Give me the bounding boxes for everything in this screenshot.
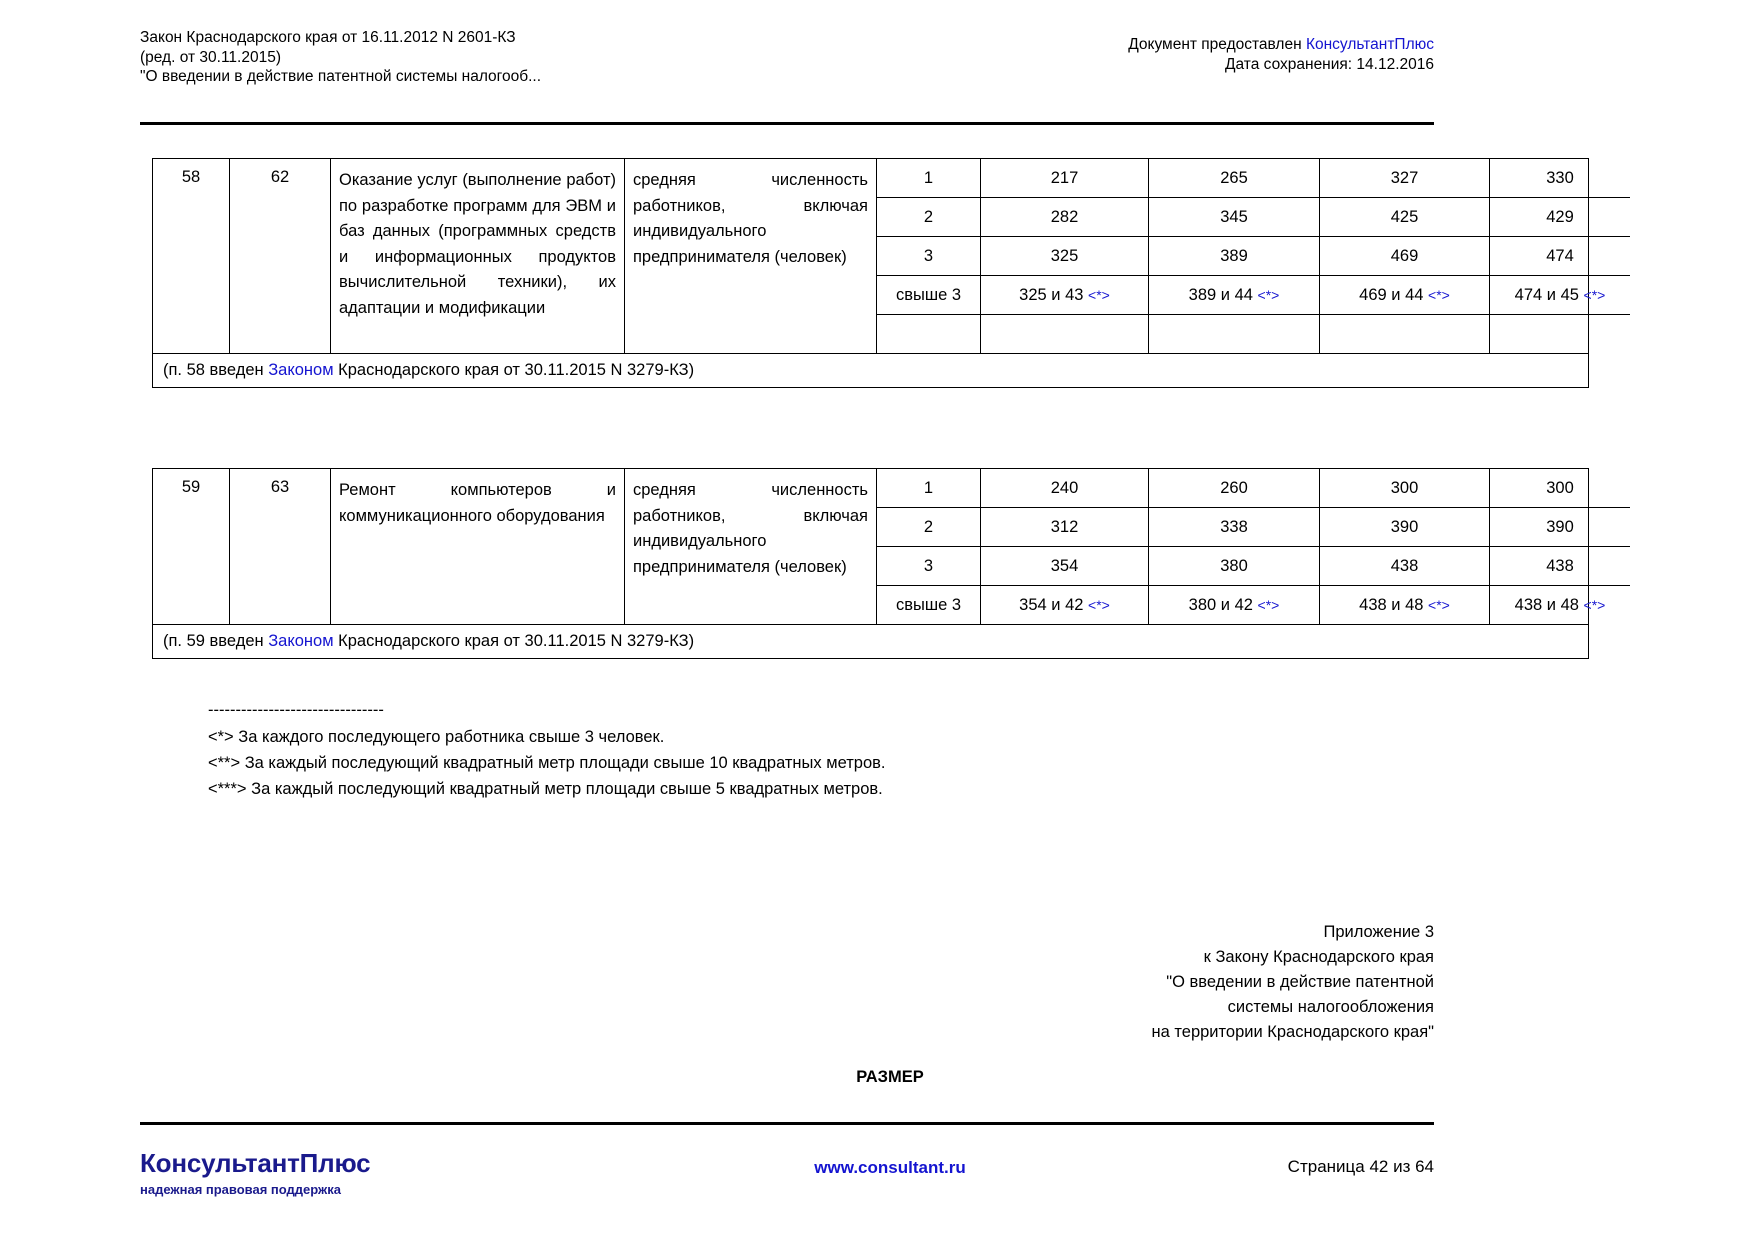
footer-page-number: Страница 42 из 64 <box>1287 1157 1434 1176</box>
appendix-line-3: "О введении в действие патентной <box>1166 973 1434 991</box>
value-text: 438 и 48 <box>1359 595 1424 614</box>
cell-unit-description: средняя численность работников, включая индивидуального предпринимателя (человек) <box>625 469 877 625</box>
header-provider-line <box>1128 35 1434 55</box>
value-col-3: 438 <box>1320 547 1490 586</box>
footnote-marker[interactable]: <*> <box>1257 596 1280 613</box>
value-col-3: 469 <box>1320 237 1490 276</box>
spacer-cell <box>877 315 981 354</box>
footnote-divider: -------------------------------- <box>208 701 384 719</box>
value-col-4: 429 <box>1490 198 1631 237</box>
cell-activity-description: Оказание услуг (выполнение работ) по разработке программ для ЭВМ и баз данных (программных средств и информационных продуктов вычислительной техники), их адаптации и модификации <box>331 159 625 354</box>
spacer-cell <box>1490 315 1631 354</box>
footnote-item: <**> За каждый последующий квадратный метр площади свыше 10 квадратных метров. <box>208 754 886 772</box>
values-row <box>877 237 1630 276</box>
cell-index-a: 58 <box>153 159 230 354</box>
value-text: 380 и 42 <box>1188 595 1253 614</box>
consultant-plus-link[interactable]: КонсультантПлюс <box>1305 36 1434 53</box>
section-title: РАЗМЕР <box>856 1068 924 1086</box>
footnote-item: <***> За каждый последующий квадратный метр площади свыше 5 квадратных метров. <box>208 780 883 798</box>
header-doc-revision: (ред. от 30.11.2015) <box>140 48 281 66</box>
value-text: 438 и 48 <box>1514 595 1579 614</box>
value-col-3: 327 <box>1320 159 1490 198</box>
values-table-59 <box>877 469 1630 624</box>
footnote-marker[interactable]: <*> <box>1257 286 1280 303</box>
table-block-58 <box>152 158 1606 388</box>
cell-values-grid <box>877 159 1606 354</box>
value-col-3: 425 <box>1320 198 1490 237</box>
cell-activity-description: Ремонт компьютеров и коммуникационного оборудования <box>331 469 625 625</box>
value-col-4: 330 <box>1490 159 1631 198</box>
value-col-4 <box>1490 586 1631 625</box>
note-prefix: (п. 59 введен <box>163 632 269 650</box>
value-col-2 <box>1149 276 1320 315</box>
value-col-1: 282 <box>981 198 1149 237</box>
value-col-1: 240 <box>981 469 1149 508</box>
value-col-1: 312 <box>981 508 1149 547</box>
value-label: 2 <box>877 508 981 547</box>
values-row <box>877 159 1630 198</box>
amendment-note <box>153 354 1589 388</box>
value-text: 389 и 44 <box>1188 285 1253 304</box>
note-prefix: (п. 58 введен <box>163 361 269 379</box>
footnote-marker[interactable]: <*> <box>1583 596 1606 613</box>
value-col-4: 474 <box>1490 237 1631 276</box>
cell-index-a: 59 <box>153 469 230 625</box>
cell-index-b: 63 <box>230 469 331 625</box>
value-col-3: 300 <box>1320 469 1490 508</box>
appendix-block <box>1152 920 1434 1045</box>
value-col-2: 338 <box>1149 508 1320 547</box>
value-label: 2 <box>877 198 981 237</box>
footnote-marker[interactable]: <*> <box>1088 286 1110 303</box>
value-col-1: 217 <box>981 159 1149 198</box>
value-label: свыше 3 <box>877 276 981 315</box>
table-block-59 <box>152 468 1606 659</box>
value-text: 469 и 44 <box>1359 285 1424 304</box>
value-col-1: 325 <box>981 237 1149 276</box>
spacer-cell <box>981 315 1149 354</box>
value-col-4: 438 <box>1490 547 1631 586</box>
footnote-item: <*> За каждого последующего работника свыше 3 человек. <box>208 728 665 746</box>
footnote-marker[interactable]: <*> <box>1583 286 1606 303</box>
footer-url-link[interactable]: www.consultant.ru <box>814 1158 966 1177</box>
footnote-marker[interactable]: <*> <box>1428 286 1450 303</box>
table-note-row <box>153 625 1589 659</box>
amendment-note <box>153 625 1589 659</box>
table-row <box>153 469 1589 625</box>
values-table-58 <box>877 159 1630 353</box>
appendix-line-5: на территории Краснодарского края" <box>1151 1023 1434 1041</box>
spacer-cell <box>1320 315 1490 354</box>
header-left <box>140 28 541 87</box>
header-provider-prefix: Документ предоставлен <box>1128 36 1306 53</box>
law-link[interactable]: Законом <box>268 632 334 650</box>
values-spacer-row <box>877 315 1630 354</box>
value-text: 354 и 42 <box>1019 595 1084 614</box>
value-label: свыше 3 <box>877 586 981 625</box>
spacer-cell <box>1149 315 1320 354</box>
values-row <box>877 508 1630 547</box>
note-suffix: Краснодарского края от 30.11.2015 N 3279-КЗ) <box>333 632 695 650</box>
value-col-4 <box>1490 276 1631 315</box>
header-doc-subtitle: "О введении в действие патентной системы налогооб... <box>140 68 542 85</box>
patent-table-58 <box>152 158 1606 388</box>
value-label: 1 <box>877 159 981 198</box>
value-col-3 <box>1320 586 1490 625</box>
cell-values-grid <box>877 469 1606 625</box>
value-col-2: 260 <box>1149 469 1320 508</box>
note-suffix: Краснодарского края от 30.11.2015 N 3279-КЗ) <box>333 361 695 379</box>
table-note-row <box>153 354 1589 388</box>
value-text: 325 и 43 <box>1019 285 1084 304</box>
value-col-3 <box>1320 276 1490 315</box>
footer-divider-rule <box>140 1122 1434 1125</box>
footer-logo-tagline: надежная правовая поддержка <box>140 1182 341 1197</box>
footnotes-section <box>208 700 885 802</box>
cell-index-b: 62 <box>230 159 331 354</box>
patent-table-59 <box>152 468 1606 659</box>
value-col-2: 389 <box>1149 237 1320 276</box>
value-col-1: 354 <box>981 547 1149 586</box>
header-doc-title: Закон Краснодарского края от 16.11.2012 N 2601-КЗ <box>140 29 516 46</box>
value-col-2 <box>1149 586 1320 625</box>
value-text: 474 и 45 <box>1514 285 1579 304</box>
value-label: 3 <box>877 237 981 276</box>
header-save-date: Дата сохранения: 14.12.2016 <box>1225 56 1434 73</box>
value-col-2: 265 <box>1149 159 1320 198</box>
appendix-law-ref: к Закону Краснодарского края <box>1203 948 1434 966</box>
footer-logo-main: КонсультантПлюс <box>140 1148 371 1178</box>
document-header <box>0 28 1754 88</box>
value-col-1 <box>981 586 1149 625</box>
value-label: 3 <box>877 547 981 586</box>
value-col-4: 390 <box>1490 508 1631 547</box>
values-row <box>877 586 1630 625</box>
law-link[interactable]: Законом <box>268 361 334 379</box>
value-label: 1 <box>877 469 981 508</box>
value-col-3: 390 <box>1320 508 1490 547</box>
footnote-marker[interactable]: <*> <box>1088 596 1110 613</box>
values-row <box>877 469 1630 508</box>
value-col-2: 380 <box>1149 547 1320 586</box>
value-col-1 <box>981 276 1149 315</box>
header-divider-rule <box>140 122 1434 125</box>
header-right <box>1128 35 1434 75</box>
footnote-marker[interactable]: <*> <box>1428 596 1450 613</box>
appendix-line-4: системы налогообложения <box>1227 998 1434 1016</box>
values-row <box>877 276 1630 315</box>
table-row <box>153 159 1589 354</box>
cell-unit-description: средняя численность работников, включая индивидуального предпринимателя (человек) <box>625 159 877 354</box>
values-row <box>877 547 1630 586</box>
appendix-title: Приложение 3 <box>1323 923 1434 941</box>
values-row <box>877 198 1630 237</box>
value-col-4: 300 <box>1490 469 1631 508</box>
value-col-2: 345 <box>1149 198 1320 237</box>
